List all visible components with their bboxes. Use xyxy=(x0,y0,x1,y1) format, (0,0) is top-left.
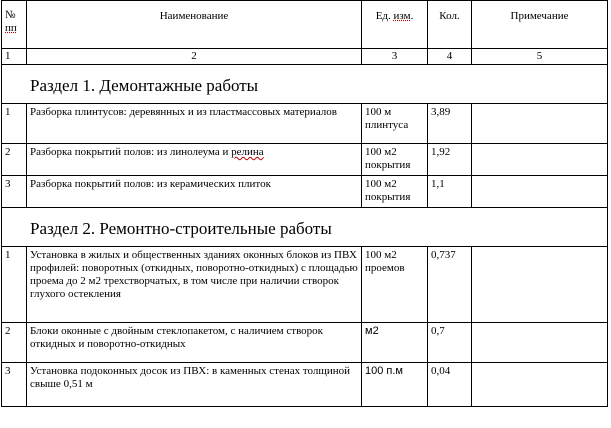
row-qty: 3,89 xyxy=(428,104,472,144)
column-index-3: 3 xyxy=(362,49,428,65)
row-name: Разборка покрытий полов: из керамических плиток xyxy=(27,176,362,208)
row-number: 1 xyxy=(2,104,27,144)
row-name: Разборка покрытий полов: из линолеума и релина xyxy=(27,144,362,176)
row-number: 1 xyxy=(2,247,27,323)
row-note xyxy=(472,176,608,208)
table-row xyxy=(2,323,608,363)
header-qty: Кол. xyxy=(428,1,472,49)
header-name: Наименование xyxy=(27,1,362,49)
section-heading xyxy=(2,65,608,104)
row-note xyxy=(472,104,608,144)
column-index-row xyxy=(2,49,608,65)
table-row xyxy=(2,144,608,176)
row-unit: м2 xyxy=(362,323,428,363)
estimate-table xyxy=(1,0,608,407)
row-name: Блоки оконные с двойным стеклопакетом, с наличием створок откидных и поворотно-откидных xyxy=(27,323,362,363)
section-title: Раздел 2. Ремонтно-строительные работы xyxy=(2,208,608,247)
row-note xyxy=(472,323,608,363)
column-index-1: 1 xyxy=(2,49,27,65)
column-index-2: 2 xyxy=(27,49,362,65)
row-name: Установка подоконных досок из ПВХ: в каменных стенах толщиной свыше 0,51 м xyxy=(27,363,362,407)
table-row xyxy=(2,176,608,208)
row-unit: 100 п.м xyxy=(362,363,428,407)
row-number: 3 xyxy=(2,363,27,407)
row-unit: 100 м2 покрытия xyxy=(362,176,428,208)
row-qty: 1,1 xyxy=(428,176,472,208)
row-qty: 1,92 xyxy=(428,144,472,176)
row-note xyxy=(472,363,608,407)
row-note xyxy=(472,144,608,176)
row-qty: 0,737 xyxy=(428,247,472,323)
row-name: Разборка плинтусов: деревянных и из пластмассовых материалов xyxy=(27,104,362,144)
header-row xyxy=(2,1,608,49)
row-number: 2 xyxy=(2,144,27,176)
row-number: 2 xyxy=(2,323,27,363)
spellcheck-mark: релина xyxy=(231,146,264,158)
header-unit: Ед. изм. xyxy=(362,1,428,49)
row-qty: 0,7 xyxy=(428,323,472,363)
row-unit: 100 м2 проемов xyxy=(362,247,428,323)
table-row xyxy=(2,247,608,323)
row-unit: 100 м2 покрытия xyxy=(362,144,428,176)
row-number: 3 xyxy=(2,176,27,208)
section-heading xyxy=(2,208,608,247)
table-row xyxy=(2,104,608,144)
table-row xyxy=(2,363,608,407)
column-index-5: 5 xyxy=(472,49,608,65)
header-number: № пп xyxy=(2,1,27,49)
row-unit: 100 м плинтуса xyxy=(362,104,428,144)
row-note xyxy=(472,247,608,323)
row-name: Установка в жилых и общественных зданиях оконных блоков из ПВХ профилей: поворотных (откидных, поворотно-откидных) с площадью проема до 2 м2 трехстворчатых, в том числе при наличии створок глухого остекления xyxy=(27,247,362,323)
column-index-4: 4 xyxy=(428,49,472,65)
row-qty: 0,04 xyxy=(428,363,472,407)
header-note: Примечание xyxy=(472,1,608,49)
section-title: Раздел 1. Демонтажные работы xyxy=(2,65,608,104)
